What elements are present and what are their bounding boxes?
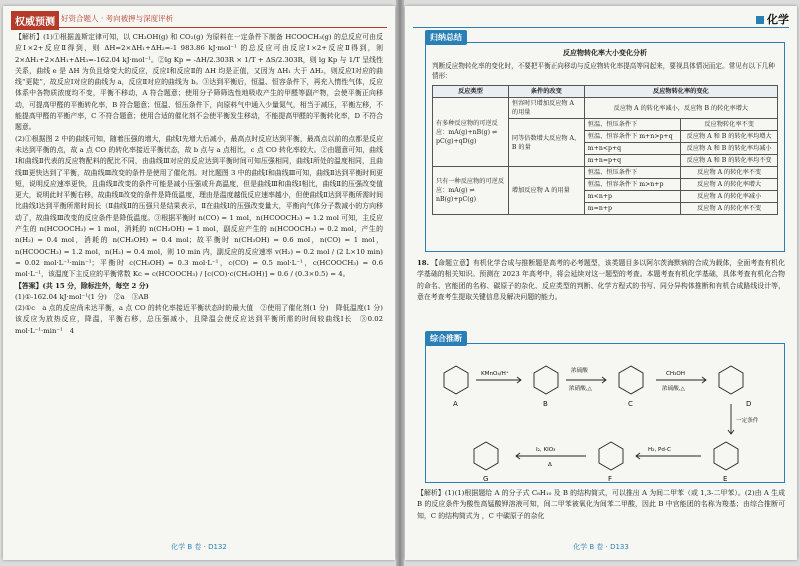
header-slogan: 好资合题人 · 考向被押与深度评析 [61,14,174,23]
label-a: A [453,400,458,408]
table-cell: 只有一种反应物的可逆反应：mA(g) ⇌ nB(g)+pC(g) [433,167,509,215]
synthesis-scheme [425,343,785,483]
reagent-condition: 一定条件 [736,418,759,424]
summary-intro: 判断反应物转化率的变化时，不要把平衡正向移动与反应物转化率提高等同起来，要视具体情况而定。常见有以下几种情形： [432,62,775,80]
table-header: 反应物转化率的变化 [584,86,777,98]
solution-text [15,32,390,337]
left-header [11,10,387,28]
book-spine [396,0,404,566]
ring-b [534,366,558,394]
table-cell: 恒温、恒压条件下 [584,119,681,131]
reagent-hno3: 浓硝酸,△ [569,386,592,392]
label-b: B [543,400,548,408]
reagent-h2so4: 浓硫酸 [571,368,588,374]
right-page-footer: 化学 B 卷 · D133 [573,543,629,551]
table-cell: m<n+p [584,191,681,203]
table-header-row [433,86,778,98]
table-header: 条件的改变 [508,86,584,98]
table-cell: m=n+p [584,203,681,215]
table-cell: 反应物 A 和 B 的转化率均不变 [681,155,778,167]
table-cell: 反应物 A 的转化率减小，反应物 B 的转化率增大 [584,98,777,119]
table-cell: m+n<p+q [584,143,681,155]
conversion-table [432,85,778,215]
summary-title: 反应物转化率大小变化分析 [563,48,647,57]
brand-badge: 权威预测 [11,11,59,30]
table-cell: 恒温、恒容条件下 m+n>p+q [584,131,681,143]
reagent-h2-pdc: H₂, Pd-C [648,447,671,453]
left-page-footer: 化学 B 卷 · D132 [171,543,227,551]
right-page [405,6,797,560]
table-cell: 反应物 A 和 B 的转化率均增大 [681,131,778,143]
reagent-kmno4: KMnO₄/H⁺ [481,371,509,377]
solution-paragraph-1: 【解析】(1)①根据盖斯定律可知，以 CH₃OH(g) 和 CO₂(g) 为原料在一定条件下制备 HCOOCH₃(g) 的总反应可由反应Ⅰ×2+反应Ⅱ得到，则 ΔH=2×ΔH₁+ΔH₂=-1 983.86 kJ·mol⁻¹ 的总反应可由反应Ⅰ×2+反应Ⅱ得到，则 2×ΔH₁+2×ΔH₁+ΔH₃=-162.04 kJ·mol⁻¹。②lg Kp = -ΔH/2.303R × 1/T + ΔS/2.303R，则 lg Kp 与 1/T 呈线性关系，曲线 e 是 ΔH 为负且焓变大的反应，反应Ⅰ和反应Ⅱ的 ΔH 均是正值，又因为 ΔH₁ 大于 ΔH₂，则反应Ⅰ对应的曲线“更陡”，故反应Ⅰ对应的曲线为 a，反应Ⅱ对应的曲线为 b。③达到平衡后，恒温、恒容条件下，再充入惰性气体，反应体系中各物质浓度均不变，平衡不移动，A 符合题意；使用分子筛筛选性地吸收产生的甲醛等副产物，会使平衡正向移动，可提高甲醛的平衡转化率，B 符合题意；恒温、恒压条件下，向原料气中通入少量氮气，相当于减压，平衡左移，不能提高甲醛的平衡产率，C 不符合题意；使用合适的催化剂不会使平衡发生移动，不能提高甲醛的平衡转化率，D 不符合题意。 [15,33,383,132]
reagent-h2so4-heat: 浓硫酸,△ [662,386,685,392]
table-cell: 反应物 A 的转化率增大 [681,179,778,191]
table-cell: 反应物 A 的转化率不变 [681,203,778,215]
question-number: 18. [417,259,429,267]
label-c: C [628,400,633,408]
answer-line-2: (2)①c a 点的反应尚未达平衡，a 点 CO 的转化率接近平衡状态时的最大值 ②使用了催化剂(1 分) 降低温度(1 分) 该反应为放热反应，降温，平衡右移，总压强减小，且降温会使反应达到平衡所需的时间较曲线Ⅰ长 ③0.02 mol·L⁻¹·min⁻¹ 4 [15,304,390,335]
table-cell: 反应物 A 的转化率不变 [681,167,778,179]
ring-e [714,442,738,470]
question-18 [417,258,785,303]
right-header [413,10,789,28]
subject-label: 化学 [756,11,789,27]
scheme-drawing [426,344,786,484]
label-g: G [483,475,489,483]
table-cell: 反应物转化率不变 [681,119,778,131]
ring-a [444,366,468,394]
table-cell: 增加反应物 A 的用量 [508,167,584,215]
summary-tag: 归纳总结 [425,30,467,45]
ring-f [599,442,623,470]
table-cell: m+n=p+q [584,155,681,167]
reagent-heat: Δ [548,462,552,468]
table-row [433,98,778,119]
ring-d [719,366,743,394]
label-f: F [608,475,613,483]
ring-c [619,366,643,394]
label-e: E [723,475,728,483]
answer-title: 【答案】(共 15 分，除标注外，每空 2 分) [15,281,149,290]
question-18-intent: 【命题立意】有机化学合成与推断题是高考的必考题型，该类题目多以阿尔茨海默病的合成为载体，全面考查有机化学基础的相关知识。预测在 2023 年高考中，将会延续对这一题型的考查。本题考查有机化学基础，具体考查有机化合物的命名、官能团的名称、碳原子的杂化、反应类型的判断、化学方程式的书写、同分异构体推断和有机合成路线设计等，意在考查考生提取关键信息及解决问题的能力。 [417,259,785,301]
analysis-tag: 综合推断 [425,331,467,346]
left-page [3,6,395,560]
table-cell: 反应物 A 的转化率减小 [681,191,778,203]
solution-paragraph-2: (2)①根据图 2 中的曲线可知，随着压强的增大，曲线Ⅰ先增大后减小，最高点时反应达到平衡，最高点以前的点都是反应未达到平衡的点，故 a 点 CO 的转化率接近平衡状态，故 b 点与 a 点相比，c 点 CO 转化率较大。②由题意可知，曲线Ⅰ和曲线Ⅱ代表的反应物配料的配比不同，由曲线Ⅲ对应的反应达到平衡时间可知压强相同，曲线Ⅰ所处的温度相同，且曲线Ⅲ更快达到了平衡，故曲线Ⅲ改变的条件是使用了催化剂。对比题图 3 中的曲线Ⅰ和曲线Ⅲ可知，曲线Ⅱ达到平衡时间更短，说明反应速率更快，且曲线Ⅱ改变的条件可能是减小压强或升高温度，但是曲线Ⅲ和曲线Ⅰ相比，曲线Ⅱ的压强改变值更大，说明此时平衡右移，故曲线Ⅱ改变的条件是降低温度，理由是温度越低反应速率越小，但使曲线Ⅱ达到平衡所需时间比曲线Ⅰ达到平衡所需时间长（Ⅱ曲线Ⅱ的压强只是结果表示，Ⅱ在曲线Ⅰ的压强改变量大，平衡向气体分子数减小的方向移动了，故曲线Ⅲ改变的反应条件是降低温度。③根据平衡时 n(CO) = 1 mol，n(HCOOCH₃) = 1.2 mol 可知，主反应产生的 n(HCOOCH₃) = 1 mol，消耗的 n(CH₃OH) = 1 mol，副反应产生的 n(HCOOCH₃) = 0.2 mol，产生的 n(H₂) = 0.4 mol，消耗的 n(CH₃OH) = 0.4 mol；故平衡时 n(CH₃OH) = 0.6 mol，n(CO) = 1 mol，n(HCOOCH₃) = 1.2 mol，n(H₂) = 0.4 mol，则 10 min 内，副反应的反应速率 v(H₂) = 0.2 mol / (2 L×10 min) = 0.02 mol·L⁻¹·min⁻¹；平衡时 c(CH₃OH) = 0.3 mol·L⁻¹，c(CO) = 0.5 mol·L⁻¹，c(HCOOCH₃) = 0.6 mol·L⁻¹，该温度下主反应的平衡常数 Kc = c(HCOOCH₃) / [c(CO)·c(CH₃OH)] = 0.6 / (0.3×0.5) = 4。 [15,134,383,279]
table-row [433,167,778,179]
table-cell: 恒容时只增加反应物 A 的用量 [508,98,584,119]
table-cell: 反应物 A 和 B 的转化率均减小 [681,143,778,155]
summary-box [425,42,785,252]
table-cell: 恒温、恒容条件下 m>n+p [584,179,681,191]
answer-line-1: (1)①-162.04 kJ·mol⁻¹(1 分) ②a ③AB [15,292,149,301]
reagent-ch3oh: CH₃OH [666,371,685,377]
ring-g [474,442,498,470]
table-cell: 同等倍数增大反应物 A、B 的量 [508,119,584,167]
label-d: D [746,400,752,408]
reagent-i2-kio3: I₂, KIO₃ [536,447,556,453]
table-header: 反应类型 [433,86,509,98]
table-cell: 恒温、恒压条件下 [584,167,681,179]
table-cell: 有多种反应物的可逆反应：mA(g)+nB(g) ⇌ pC(g)+qD(g) [433,98,509,167]
analysis-text: 【解析】(1)(1)根据题给 A 的分子式 C₈H₁₀ 及 B 的结构简式，可以推出 A 为间二甲苯（或 1,3-二甲苯）。(2)由 A 生成 B 的反应条件为酸性高锰酸钾溶液可知，间二甲苯被氧化为间苯二甲酸，因此 B 中官能团的名称为羧基；由综合推断可知，C 的结构简式为 ，C 中碳原子的杂化 [417,489,785,520]
